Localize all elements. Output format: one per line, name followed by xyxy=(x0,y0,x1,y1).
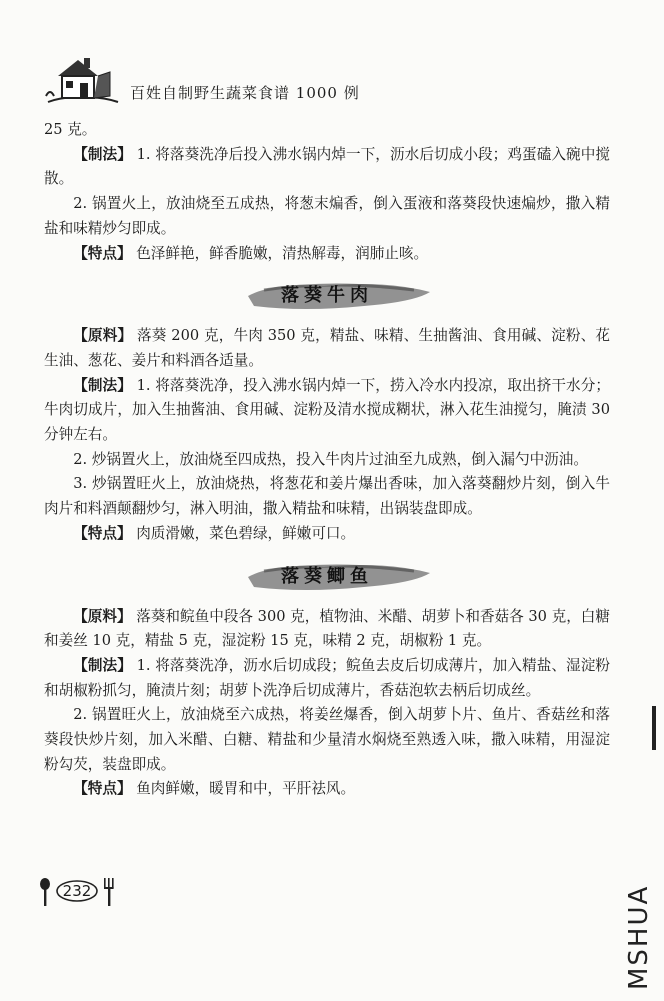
dish-heading xyxy=(44,272,610,318)
feature-text: 肉质滑嫩，菜色碧绿，鲜嫩可口。 xyxy=(131,524,356,542)
fork-icon xyxy=(102,878,116,906)
ingredients-label: 【原料】 xyxy=(73,327,133,345)
ingredients-label: 【原料】 xyxy=(73,607,132,625)
book-title: 百姓自制野生蔬菜食谱 1000 例 xyxy=(130,84,360,102)
method-text: 1. 将落葵洗净后投入沸水锅内焯一下，沥水后切成小段；鸡蛋磕入碗中搅散。 xyxy=(44,145,610,188)
dish-title: 落葵鲫鱼 xyxy=(281,565,373,587)
dish-heading xyxy=(44,553,610,599)
method-text: 1. 将落葵洗净，投入沸水锅内焯一下，捞入冷水内投凉，取出挤干水分；牛肉切成片，加入生抽酱油、食用碱、淀粉及清水搅成糊状，淋入花生油搅匀，腌渍 30 分钟左右。 xyxy=(44,376,610,444)
dish-title: 落葵牛肉 xyxy=(281,285,373,307)
feature-label: 【特点】 xyxy=(73,780,132,798)
feature-paragraph xyxy=(44,242,610,267)
method-label: 【制法】 xyxy=(73,145,132,163)
page-number: 232 xyxy=(62,882,92,900)
feature-label: 【特点】 xyxy=(73,524,132,542)
ingredients-paragraph xyxy=(44,605,610,654)
ingredients-text: 落葵和鲩鱼中段各 300 克，植物油、米醋、胡萝卜和香菇各 30 克，白糖和姜丝 10 克，精盐 5 克，湿淀粉 15 克，味精 2 克，胡椒粉 1 克。 xyxy=(44,607,610,650)
watermark-text: MSHUA xyxy=(624,884,654,990)
method-text: 1. 将落葵洗净，沥水后切成段；鲩鱼去皮后切成薄片，加入精盐、湿淀粉和胡椒粉抓匀，腌渍片刻；胡萝卜洗净后切成薄片，香菇泡软去柄后切成丝。 xyxy=(44,656,610,699)
method-label: 【制法】 xyxy=(73,656,132,674)
page-number-badge xyxy=(38,876,118,906)
feature-paragraph xyxy=(44,777,610,802)
method-paragraph xyxy=(44,374,610,448)
feature-label: 【特点】 xyxy=(73,244,132,262)
spoon-icon xyxy=(38,878,52,906)
ingredients-text: 落葵 200 克，牛肉 350 克，精盐、味精、生抽酱油、食用碱、淀粉、花生油、葱花、姜片和料酒各适量。 xyxy=(44,327,610,369)
continuation-text: 25 克。 xyxy=(44,121,97,138)
method-step: 2. 锅置旺火上，放油烧至六成热，将姜丝爆香，倒入胡萝卜片、鱼片、香菇丝和落葵段快炒片刻，加入米醋、白糖、精盐和少量清水焖烧至熟透入味，撒入味精，用湿淀粉勾芡，装盘即成。 xyxy=(44,706,610,773)
feature-paragraph xyxy=(44,522,610,547)
feature-text: 色泽鲜艳，鲜香脆嫩，清热解毒，润肺止咳。 xyxy=(131,244,429,262)
method-paragraph xyxy=(44,654,610,703)
method-label: 【制法】 xyxy=(73,376,132,394)
scan-edge-mark xyxy=(652,706,656,750)
method-step: 2. 炒锅置火上，放油烧至四成热，投入牛肉片过油至九成熟，倒入漏勺中沥油。 xyxy=(73,450,588,468)
page-content xyxy=(44,118,610,802)
method-step: 3. 炒锅置旺火上，放油烧热，将葱花和姜片爆出香味，加入落葵翻炒片刻，倒入牛肉片和料酒颠翻炒匀，淋入明油，撒入精盐和味精，出锅装盘即成。 xyxy=(44,475,610,518)
method-step: 2. 锅置火上，放油烧至五成热，将葱末煸香，倒入蛋液和落葵段快速煸炒，撒入精盐和味精炒匀即成。 xyxy=(44,195,610,237)
feature-text: 鱼肉鲜嫩，暖胃和中，平肝祛风。 xyxy=(131,780,356,798)
method-paragraph xyxy=(44,143,610,192)
ingredients-paragraph xyxy=(44,324,610,373)
page-header xyxy=(44,52,464,108)
house-icon xyxy=(44,52,120,108)
